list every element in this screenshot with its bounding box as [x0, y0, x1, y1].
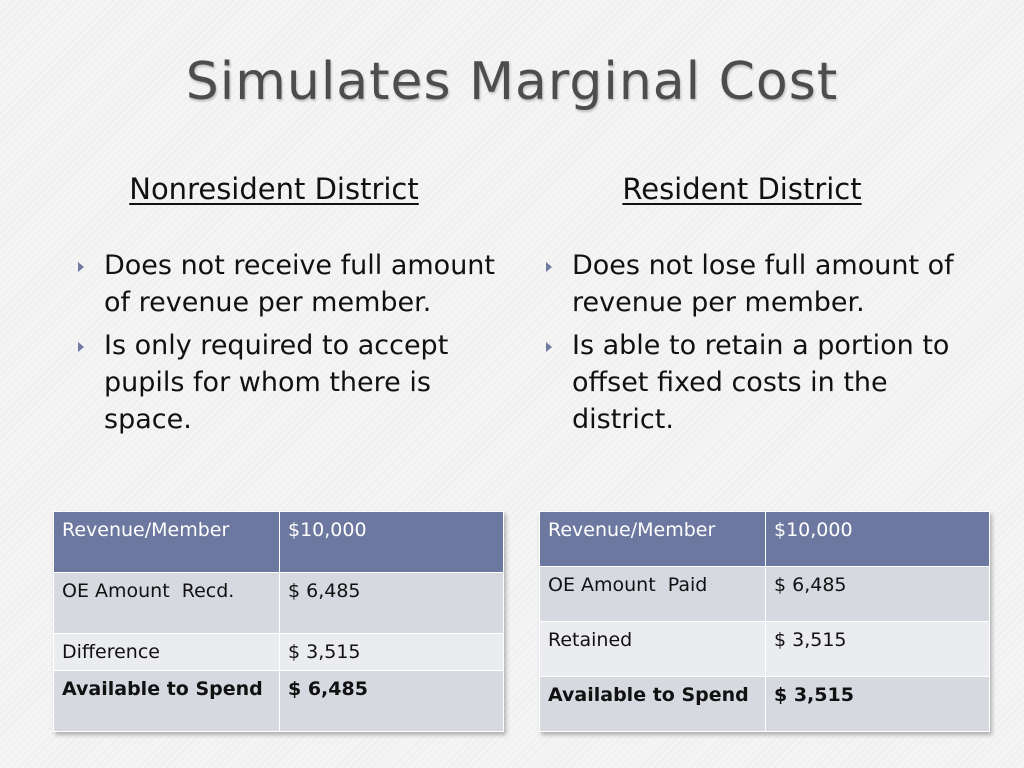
resident-table [539, 511, 990, 732]
nonresident-bullet-list [72, 247, 507, 444]
table-row [54, 671, 504, 732]
bullet-text: Does not lose full amount of revenue per member. [572, 250, 954, 318]
bullet-item [540, 247, 970, 321]
table-cell: $ 3,515 [280, 634, 504, 671]
table-cell: $ 3,515 [766, 622, 990, 677]
table-cell: $ 3,515 [766, 677, 990, 732]
table-row [54, 573, 504, 634]
bullet-text: Is only required to accept pupils for whom there is space. [104, 330, 449, 435]
bullet-item [72, 247, 507, 321]
table-row [54, 634, 504, 671]
table-cell: $ 6,485 [766, 567, 990, 622]
table-cell: $ 6,485 [280, 573, 504, 634]
table-cell: $ 6,485 [280, 671, 504, 732]
bullet-text: Does not receive full amount of revenue per member. [104, 250, 495, 318]
table-cell: Available to Spend [540, 677, 766, 732]
nonresident-table [53, 511, 504, 732]
table-cell: $10,000 [766, 512, 990, 567]
bullet-item [540, 327, 970, 438]
resident-bullet-list [540, 247, 970, 444]
table-cell: $10,000 [280, 512, 504, 573]
table-row [540, 512, 990, 567]
table-row [540, 622, 990, 677]
table-cell: Retained [540, 622, 766, 677]
table-cell: Available to Spend [54, 671, 280, 732]
table-row [540, 677, 990, 732]
table-row [54, 512, 504, 573]
triangle-right-icon [546, 342, 552, 352]
triangle-right-icon [78, 262, 84, 272]
bullet-item [72, 327, 507, 438]
table-cell: OE Amount Paid [540, 567, 766, 622]
bullet-text: Is able to retain a portion to offset fixed costs in the district. [572, 330, 950, 435]
table-cell: Revenue/Member [54, 512, 280, 573]
triangle-right-icon [78, 342, 84, 352]
resident-heading: Resident District [622, 172, 862, 206]
nonresident-heading: Nonresident District [129, 172, 419, 206]
table-cell: Revenue/Member [540, 512, 766, 567]
table-row [540, 567, 990, 622]
slide-title: Simulates Marginal Cost [185, 52, 839, 112]
triangle-right-icon [546, 262, 552, 272]
table-cell: OE Amount Recd. [54, 573, 280, 634]
table-cell: Difference [54, 634, 280, 671]
